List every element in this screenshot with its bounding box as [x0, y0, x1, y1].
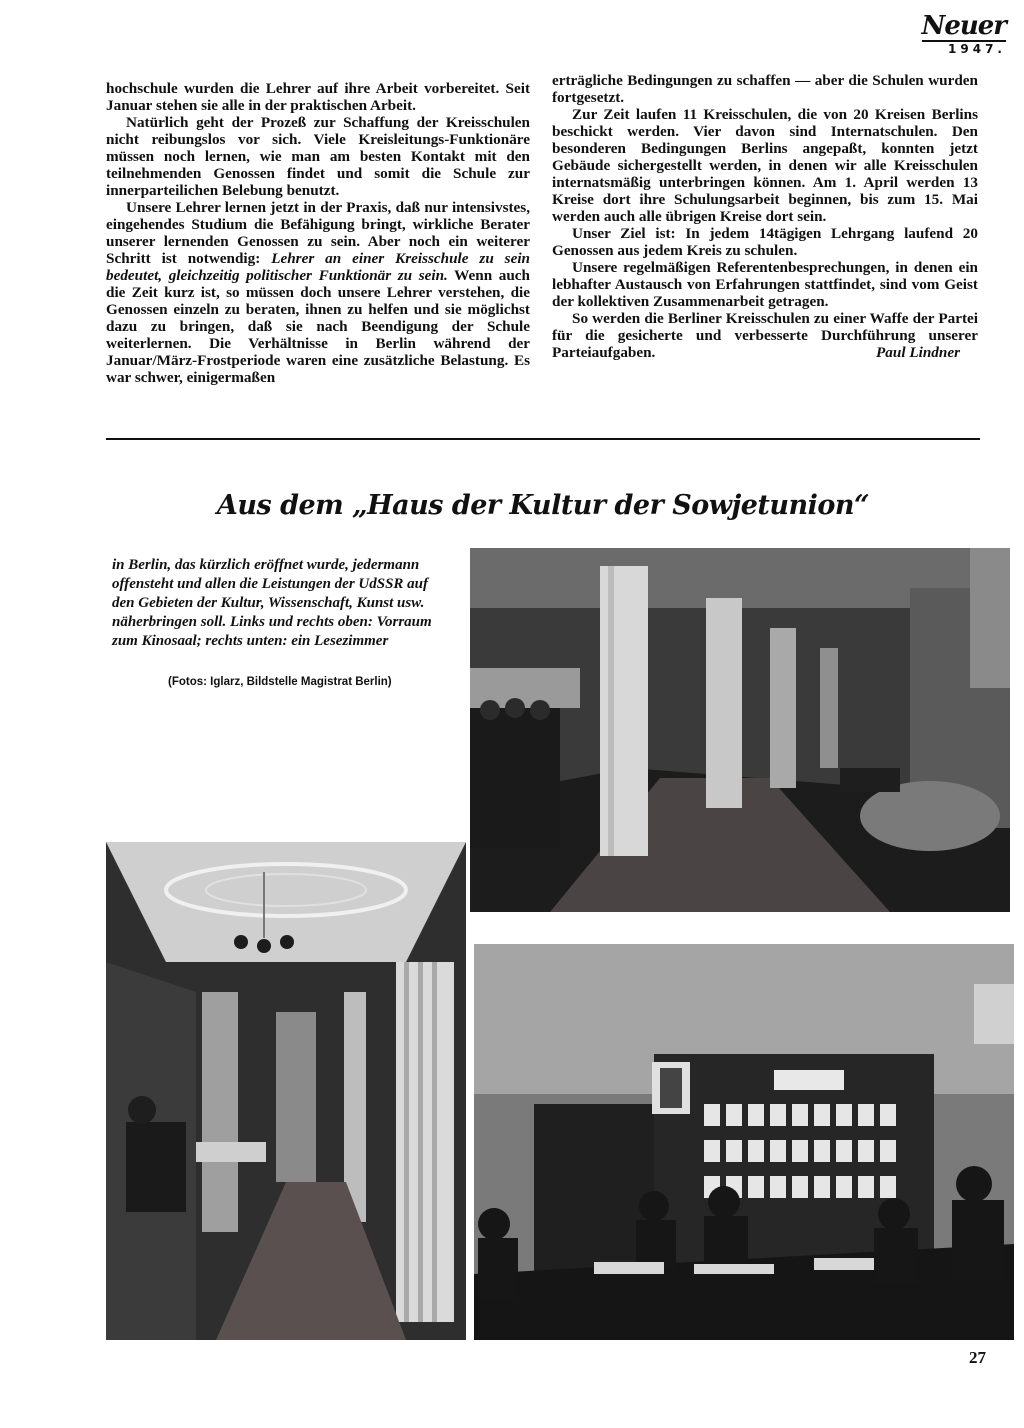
photo-reading-room-image	[474, 944, 1014, 1340]
article-paragraph-with-emphasis	[106, 199, 530, 386]
photo-reading-room	[474, 944, 1014, 1340]
masthead	[922, 12, 1006, 56]
article-paragraph: Zur Zeit laufen 11 Kreisschulen, die von 20 Kreisen Berlins beschickt werden. Vier davon sind Internatschulen. Den besonderen Bedingungen Berlins angepaßt, konnten jetzt Gebäude sichergestellt werden, in denen wir alle Kreisschulen internatsmäßig unterbringen können. Am 1. April werden 13 Kreise dort ihre Schulungsarbeit beginnen, bis zum 15. Mai werden auch alle übrigen Kreise dort sein.	[552, 106, 978, 225]
photo-foyer-top-image	[470, 548, 1010, 912]
masthead-year: 1947.	[922, 40, 1006, 56]
page-number: 27	[969, 1348, 986, 1367]
article-paragraph-text: Unsere Lehrer lernen jetzt in der Praxis, daß nur intensivstes, eingehendes Studium die Befähigung bringt, wirkliche Berater unserer lernenden Genossen zu sein. Aber noch ein weiterer Schritt ist notwendig:	[106, 199, 530, 267]
masthead-title: Neuer	[921, 11, 1006, 41]
article-right-column	[552, 72, 978, 361]
article-paragraph-text: So werden die Berliner Kreisschulen zu einer Waffe der Partei für die gesicherte und verbesserte Durchführung unserer Parteiaufgaben.	[552, 310, 978, 361]
photo-foyer-top	[470, 548, 1010, 912]
photo-credit: (Fotos: Iglarz, Bildstelle Magistrat Berlin)	[168, 676, 392, 688]
article-paragraph: erträgliche Bedingungen zu schaffen — aber die Schulen wurden fortgesetzt.	[552, 72, 978, 106]
photo-caption: in Berlin, das kürzlich eröffnet wurde, jedermann offensteht und allen die Leistungen der UdSSR auf den Gebieten der Kultur, Wissenschaft, Kunst usw. näherbringen soll. Links und rechts oben: Vorraum zum Kinosaal; rechts unten: ein Lesezimmer	[112, 557, 432, 649]
feature-headline: Aus dem „Haus der Kultur der Sowjetunion“	[216, 490, 870, 521]
article-emphasis: Lehrer an einer Kreisschule zu sein bedeutet, gleichzeitig politischer Funktionär zu sein.	[106, 250, 531, 284]
article-closing-paragraph	[552, 310, 978, 361]
article-left-column	[106, 80, 530, 386]
photo-foyer-left	[106, 842, 466, 1340]
photo-foyer-left-image	[106, 842, 466, 1340]
article-author: Paul Lindner	[876, 344, 960, 361]
article-paragraph: Unser Ziel ist: In jedem 14tägigen Lehrgang laufend 20 Genossen aus jedem Kreis zu schulen.	[552, 225, 978, 259]
article-paragraph: Unsere regelmäßigen Referentenbesprechungen, in denen ein lebhafter Austausch von Erfahrungen stattfindet, sind vom Geist der kollektiven Zusammenarbeit getragen.	[552, 259, 978, 310]
article-paragraph-tail: Wenn auch die Zeit kurz ist, so müssen doch unsere Lehrer verstehen, die Genossen einzeln zu beraten, ihnen zu helfen und sie möglichst dazu zu bringen, daß sie nach Beendigung der Schule weiterlernen. Die Verhältnisse in Berlin während der Januar/März-Frostperiode waren eine zusätzliche Belastung. Es war schwer, einigermaßen	[106, 267, 530, 386]
article-paragraph: hochschule wurden die Lehrer auf ihre Arbeit vorbereitet. Seit Januar stehen sie alle in der praktischen Arbeit.	[106, 80, 530, 114]
section-divider	[106, 438, 980, 440]
article-paragraph: Natürlich geht der Prozeß zur Schaffung der Kreisschulen nicht reibungslos vor sich. Viele Kreisleitungs-Funktionäre müssen noch lernen, wie man am besten Kontakt mit den teilnehmenden Genossen findet und somit die Schule zur innerparteilichen Belebung benutzt.	[106, 114, 530, 199]
